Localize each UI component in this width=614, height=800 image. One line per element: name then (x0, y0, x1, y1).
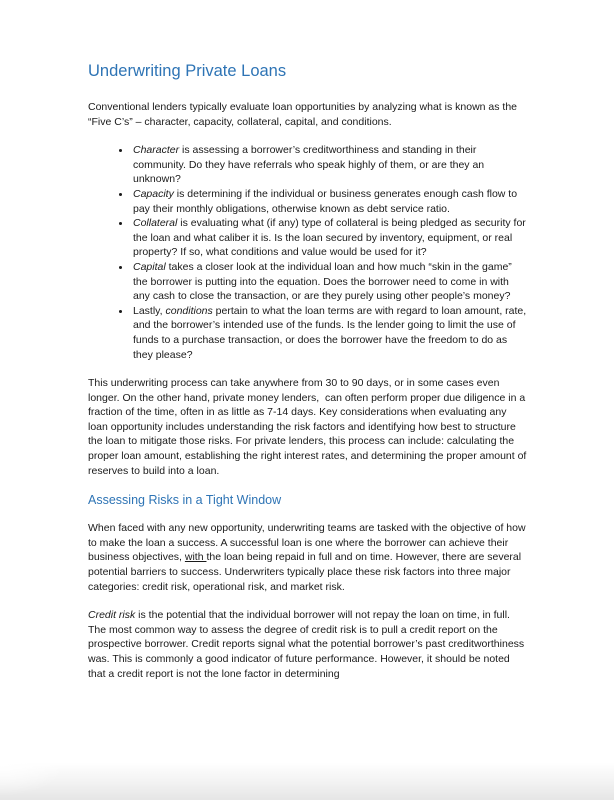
section-heading: Assessing Risks in a Tight Window (88, 493, 282, 508)
bullet-lead-italic: Capacity (133, 187, 174, 200)
bullet-text: is evaluating what (if any) type of collateral is being pledged as security for the loan and what caliber it is. Is the loan secured by inventory, equipment, or real property? If so, what conditions and value would be used for it? (133, 217, 529, 259)
list-item-conditions (131, 304, 528, 362)
list-item-capacity (131, 187, 528, 216)
credit-risk-text: is the potential that the individual borrower will not repay the loan on time, in full. The most common way to assess the degree of credit risk is to pull a credit report on the prospective borrower. Credit reports signal what the potential borrower’s past creditworthiness was. This is commonly a good indicator of future performance. However, it should be noted that a credit report is not the lone factor in determining (88, 609, 528, 680)
page-bottom-shadow (0, 762, 614, 800)
credit-risk-paragraph (88, 608, 528, 681)
document-content (88, 62, 528, 695)
list-item-character (131, 143, 528, 187)
bullet-lead-italic: Collateral (133, 217, 178, 230)
bullet-text: is determining if the individual or business generates enough cash flow to pay their monthly obligations, otherwise known as debt service ratio. (133, 187, 520, 215)
five-cs-list (88, 143, 528, 362)
bullet-pre-text: Lastly, (133, 304, 166, 317)
risks-post-text: the loan being repaid in full and on time. However, there are several potential barriers to success. Underwriters typically place these risk factors into three major categories: credit risk, operational risk, and market risk. (88, 551, 525, 593)
intro-text: Conventional lenders typically evaluate loan opportunities by analyzing what is known as the “Five C’s” – character, capacity, collateral, capital, and conditions. (88, 101, 520, 128)
process-text: This underwriting process can take anywhere from 30 to 90 days, or in some cases even longer. On the other hand, private money lenders, can often perform proper due diligence in a fraction of the time, often in as little as 7-14 days. Key considerations when evaluating any loan opportunity includes understanding the risk factors and identifying how best to structure the loan to mitigate those risks. For private lenders, this process can include: calculating the proper loan amount, establishing the right interest rates, and determining the proper amount of reserves to build into a loan. (88, 377, 530, 477)
risks-paragraph (88, 521, 528, 594)
bullet-text: takes a closer look at the individual loan and how much “skin in the game” the borrower is putting into the equation. Does the borrower need to come in with any cash to close the transaction, or are they purely using other people’s money? (133, 260, 515, 303)
credit-risk-lead-italic: Credit risk (88, 609, 136, 622)
bullet-text: is assessing a borrower’s creditworthiness and standing in their community. Do they have referrals who speak highly of them, or are they an unknown? (133, 144, 488, 186)
bullet-text: pertain to what the loan terms are with regard to loan amount, rate, and the borrower’s intended use of the funds. Is the lender going to limit the use of funds to a purchase transaction, or does the borrower have the freedom to do as they please? (133, 304, 530, 361)
list-item-collateral (131, 216, 528, 260)
intro-paragraph (88, 100, 528, 129)
risks-pre-text: When faced with any new opportunity, underwriting teams are tasked with the objective of how to make the loan a success. A successful loan is one where the borrower can achieve their business objectives, (88, 522, 529, 564)
list-item-capital (131, 260, 528, 304)
page-title: Underwriting Private Loans (88, 62, 287, 80)
bullet-lead-italic: Capital (133, 260, 166, 273)
bullet-lead-italic: Character (133, 144, 180, 157)
process-paragraph (88, 376, 528, 478)
bullet-lead-italic: conditions (165, 304, 213, 317)
risks-underlined-text: with (184, 551, 207, 564)
